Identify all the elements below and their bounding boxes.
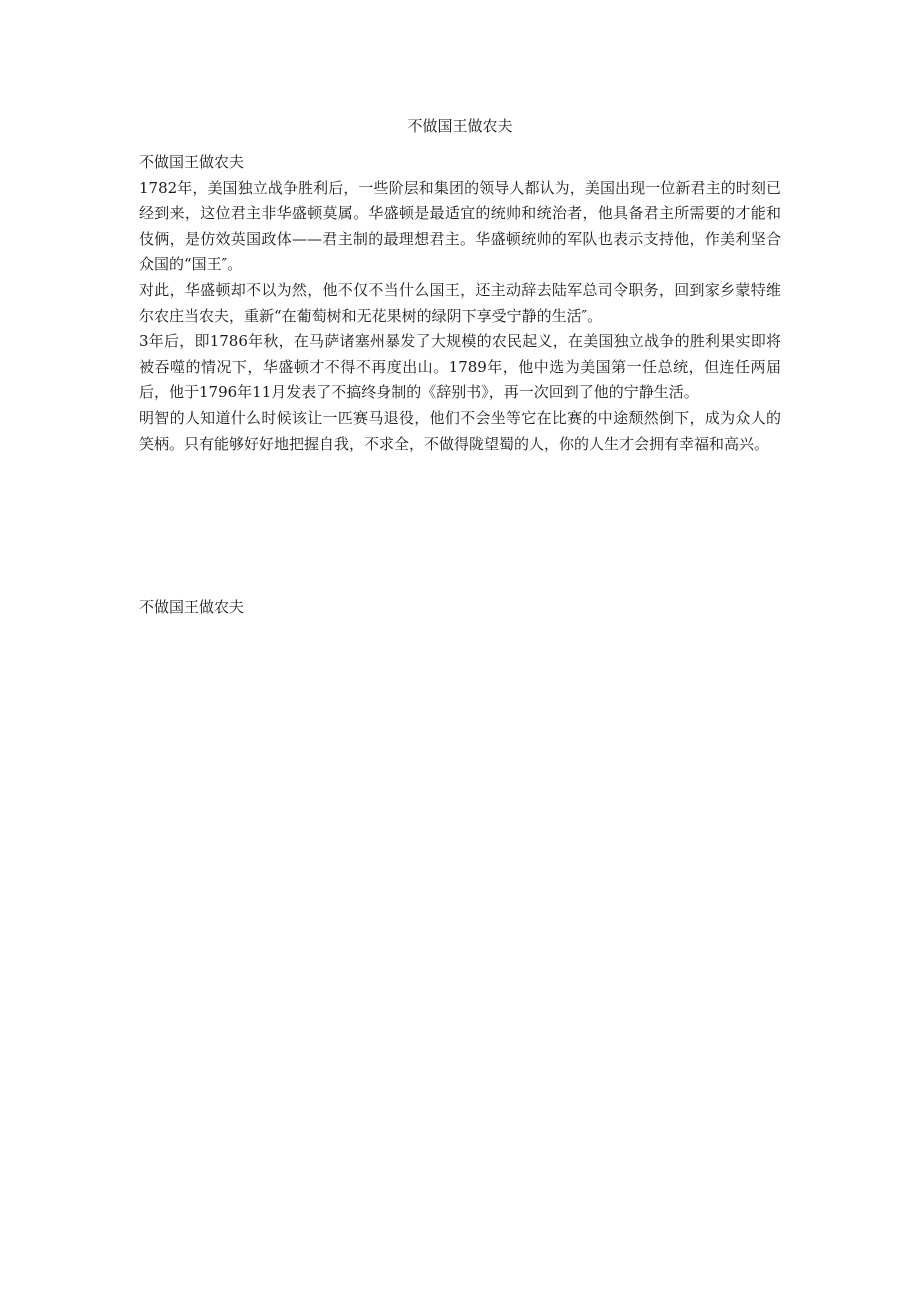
paragraph: 3年后，即1786年秋，在马萨诸塞州暴发了大规模的农民起义，在美国独立战争的胜利果实即将被吞噬的情况下，华盛顿才不得不再度出山。1789年，他中选为美国第一任总统，但连任两届后，他于1796年11月发表了不搞终身制的《辞别书》，再一次回到了他的宁静生活。 [139,332,781,402]
paragraph: 1782年，美国独立战争胜利后，一些阶层和集团的领导人都认为，美国出现一位新君主的时刻已经到来，这位君主非华盛顿莫属。华盛顿是最适宜的统帅和统治者，他具备君主所需要的才能和伎俩，是仿效英国政体——君主制的最理想君主。华盛顿统帅的军队也表示支持他，作美利坚合众国的“国王″。 [139,178,781,274]
document-footer-title: 不做国王做农夫 [139,598,245,616]
document-title: 不做国王做农夫 [407,117,513,135]
document-subtitle: 不做国王做农夫 [139,153,245,171]
paragraph: 对此，华盛顿却不以为然，他不仅不当什么国王，还主动辞去陆军总司令职务，回到家乡蒙特维尔农庄当农夫，重新“在葡萄树和无花果树的绿阴下享受宁静的生活″。 [139,280,781,325]
document-body [139,150,781,457]
paragraph: 明智的人知道什么时候该让一匹赛马退役，他们不会坐等它在比赛的中途颓然倒下，成为众人的笑柄。只有能够好好地把握自我，不求全，不做得陇望蜀的人，你的人生才会拥有幸福和高兴。 [139,408,781,453]
